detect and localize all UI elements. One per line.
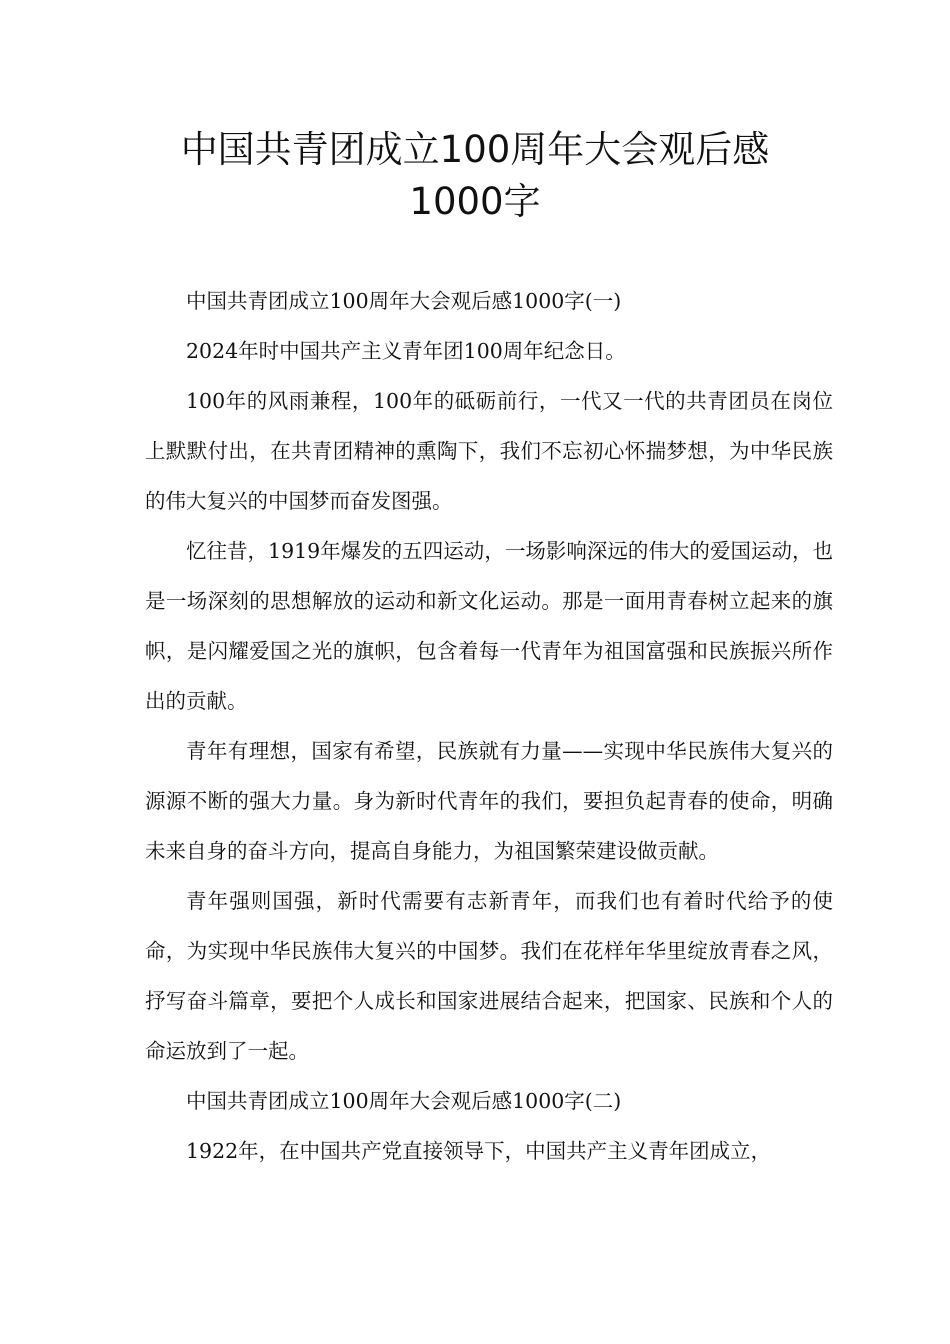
section-heading-1: 中国共青团成立100周年大会观后感1000字(一) xyxy=(186,289,622,313)
title-line-1: 中国共青团成立100周年大会观后感 xyxy=(180,128,770,171)
paragraph: 忆往昔，1919年爆发的五四运动，一场影响深远的伟大的爱国运动，也是一场深刻的思想解放的运动和新文化运动。那是一面用青春树立起来的旗帜，是闪耀爱国之光的旗帜，包含着每一代青年为祖国富强和民族振兴所作出的贡献。 xyxy=(145,539,833,713)
section-heading-2: 中国共青团成立100周年大会观后感1000字(二) xyxy=(186,1089,622,1113)
document-body xyxy=(145,276,833,1176)
title-line-2: 1000字 xyxy=(409,180,541,223)
paragraph: 1922年，在中国共产党直接领导下，中国共产主义青年团成立， xyxy=(186,1139,772,1163)
document-title xyxy=(0,124,950,228)
paragraph: 2024年时中国共产主义青年团100周年纪念日。 xyxy=(186,339,626,363)
paragraph: 青年有理想，国家有希望，民族就有力量——实现中华民族伟大复兴的源源不断的强大力量。身为新时代青年的我们，要担负起青春的使命，明确未来自身的奋斗方向，提高自身能力，为祖国繁荣建设做贡献。 xyxy=(145,739,833,863)
paragraph: 100年的风雨兼程，100年的砥砺前行，一代又一代的共青团员在岗位上默默付出，在共青团精神的熏陶下，我们不忘初心怀揣梦想，为中华民族的伟大复兴的中国梦而奋发图强。 xyxy=(145,389,833,513)
paragraph: 青年强则国强，新时代需要有志新青年，而我们也有着时代给予的使命，为实现中华民族伟大复兴的中国梦。我们在花样年华里绽放青春之风，抒写奋斗篇章，要把个人成长和国家进展结合起来，把国家、民族和个人的命运放到了一起。 xyxy=(145,889,833,1063)
